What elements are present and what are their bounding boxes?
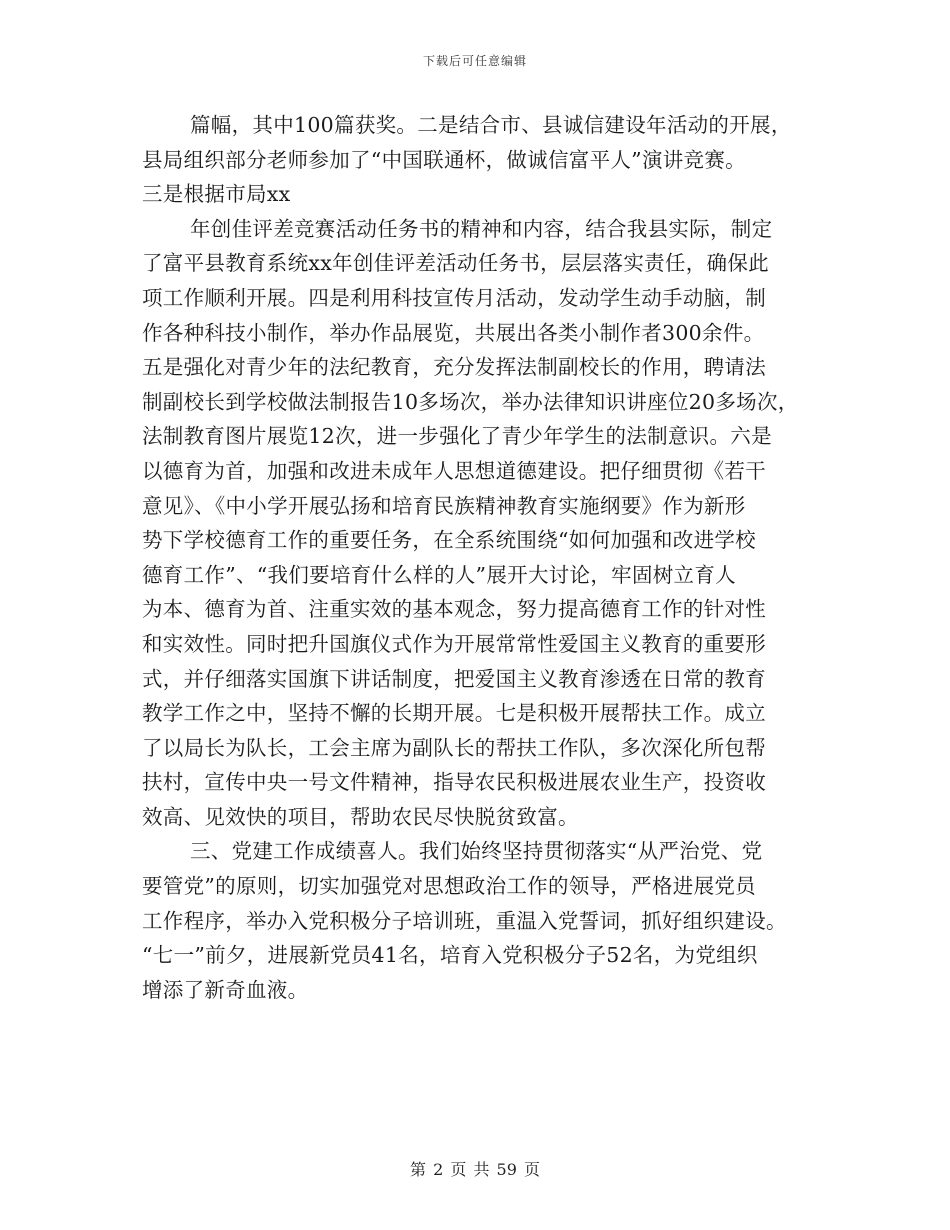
body-line: 扶村，宣传中央一号文件精神，指导农民积极进展农业生产，投资收	[142, 770, 766, 795]
body-line: 五是强化对青少年的法纪教育，充分发挥法制副校长的作用，聘请法	[142, 355, 766, 380]
body-line: 德育工作”、“我们要培育什么样的人”展开大讨论，牢固树立育人	[142, 562, 736, 587]
body-line: “七一”前夕，进展新党员41名，培育入党积极分子52名，为党组织	[142, 943, 758, 968]
body-line: 要管党”的原则，切实加强党对思想政治工作的领导，严格进展党员	[142, 874, 756, 899]
body-line: 了富平县教育系统xx年创佳评差活动任务书，层层落实责任，确保此	[142, 251, 769, 276]
body-line: 篇幅，其中100篇获奖。二是结合市、县诚信建设年活动的开展，	[190, 113, 792, 137]
body-line: 三、党建工作成绩喜人。我们始终坚持贯彻落实“从严治党、党	[190, 839, 763, 864]
body-line: 式，并仔细落实国旗下讲话制度，把爱国主义教育渗透在日常的教育	[142, 666, 766, 691]
body-line: 三是根据市局xx	[142, 182, 291, 207]
body-line: 项工作顺利开展。四是利用科技宣传月活动，发动学生动手动脑，制	[142, 285, 766, 310]
body-line: 工作程序，举办入党积极分子培训班，重温入党誓词，抓好组织建设。	[142, 908, 787, 933]
body-line: 县局组织部分老师参加了“中国联通杯，做诚信富平人”演讲竞赛。	[142, 147, 746, 172]
body-line: 了以局长为队长，工会主席为副队长的帮扶工作队，多次深化所包帮	[142, 735, 766, 760]
body-line: 作各种科技小制作，举办作品展览，共展出各类小制作者300余件。	[142, 320, 765, 345]
body-line: 为本、德育为首、注重实效的基本观念，努力提高德育工作的针对性	[142, 597, 766, 622]
body-line: 教学工作之中，坚持不懈的长期开展。七是积极开展帮扶工作。成立	[142, 701, 766, 726]
body-line: 增添了新奇血液。	[142, 977, 309, 1002]
body-line: 以德育为首，加强和改进未成年人思想道德建设。把仔细贯彻《若干	[142, 458, 766, 483]
page-footer: 第 2 页 共 59 页	[410, 1160, 540, 1179]
body-line: 制副校长到学校做法制报告10多场次，举办法律知识讲座位20多场次，	[142, 389, 799, 414]
page-header: 下载后可任意编辑	[422, 54, 527, 68]
body-line: 法制教育图片展览12次，进一步强化了青少年学生的法制意识。六是	[142, 424, 772, 449]
body-line: 效高、见效快的项目，帮助农民尽快脱贫致富。	[142, 804, 579, 829]
body-line: 年创佳评差竞赛活动任务书的精神和内容，结合我县实际，制定	[190, 216, 773, 241]
body-line: 和实效性。同时把升国旗仪式作为开展常常性爱国主义教育的重要形	[142, 631, 766, 656]
document-body	[142, 108, 822, 1007]
body-line: 势下学校德育工作的重要任务，在全系统围绕“如何加强和改进学校	[142, 528, 756, 553]
body-line: 意见》、《中小学开展弘扬和培育民族精神教育实施纲要》作为新形	[142, 493, 746, 518]
